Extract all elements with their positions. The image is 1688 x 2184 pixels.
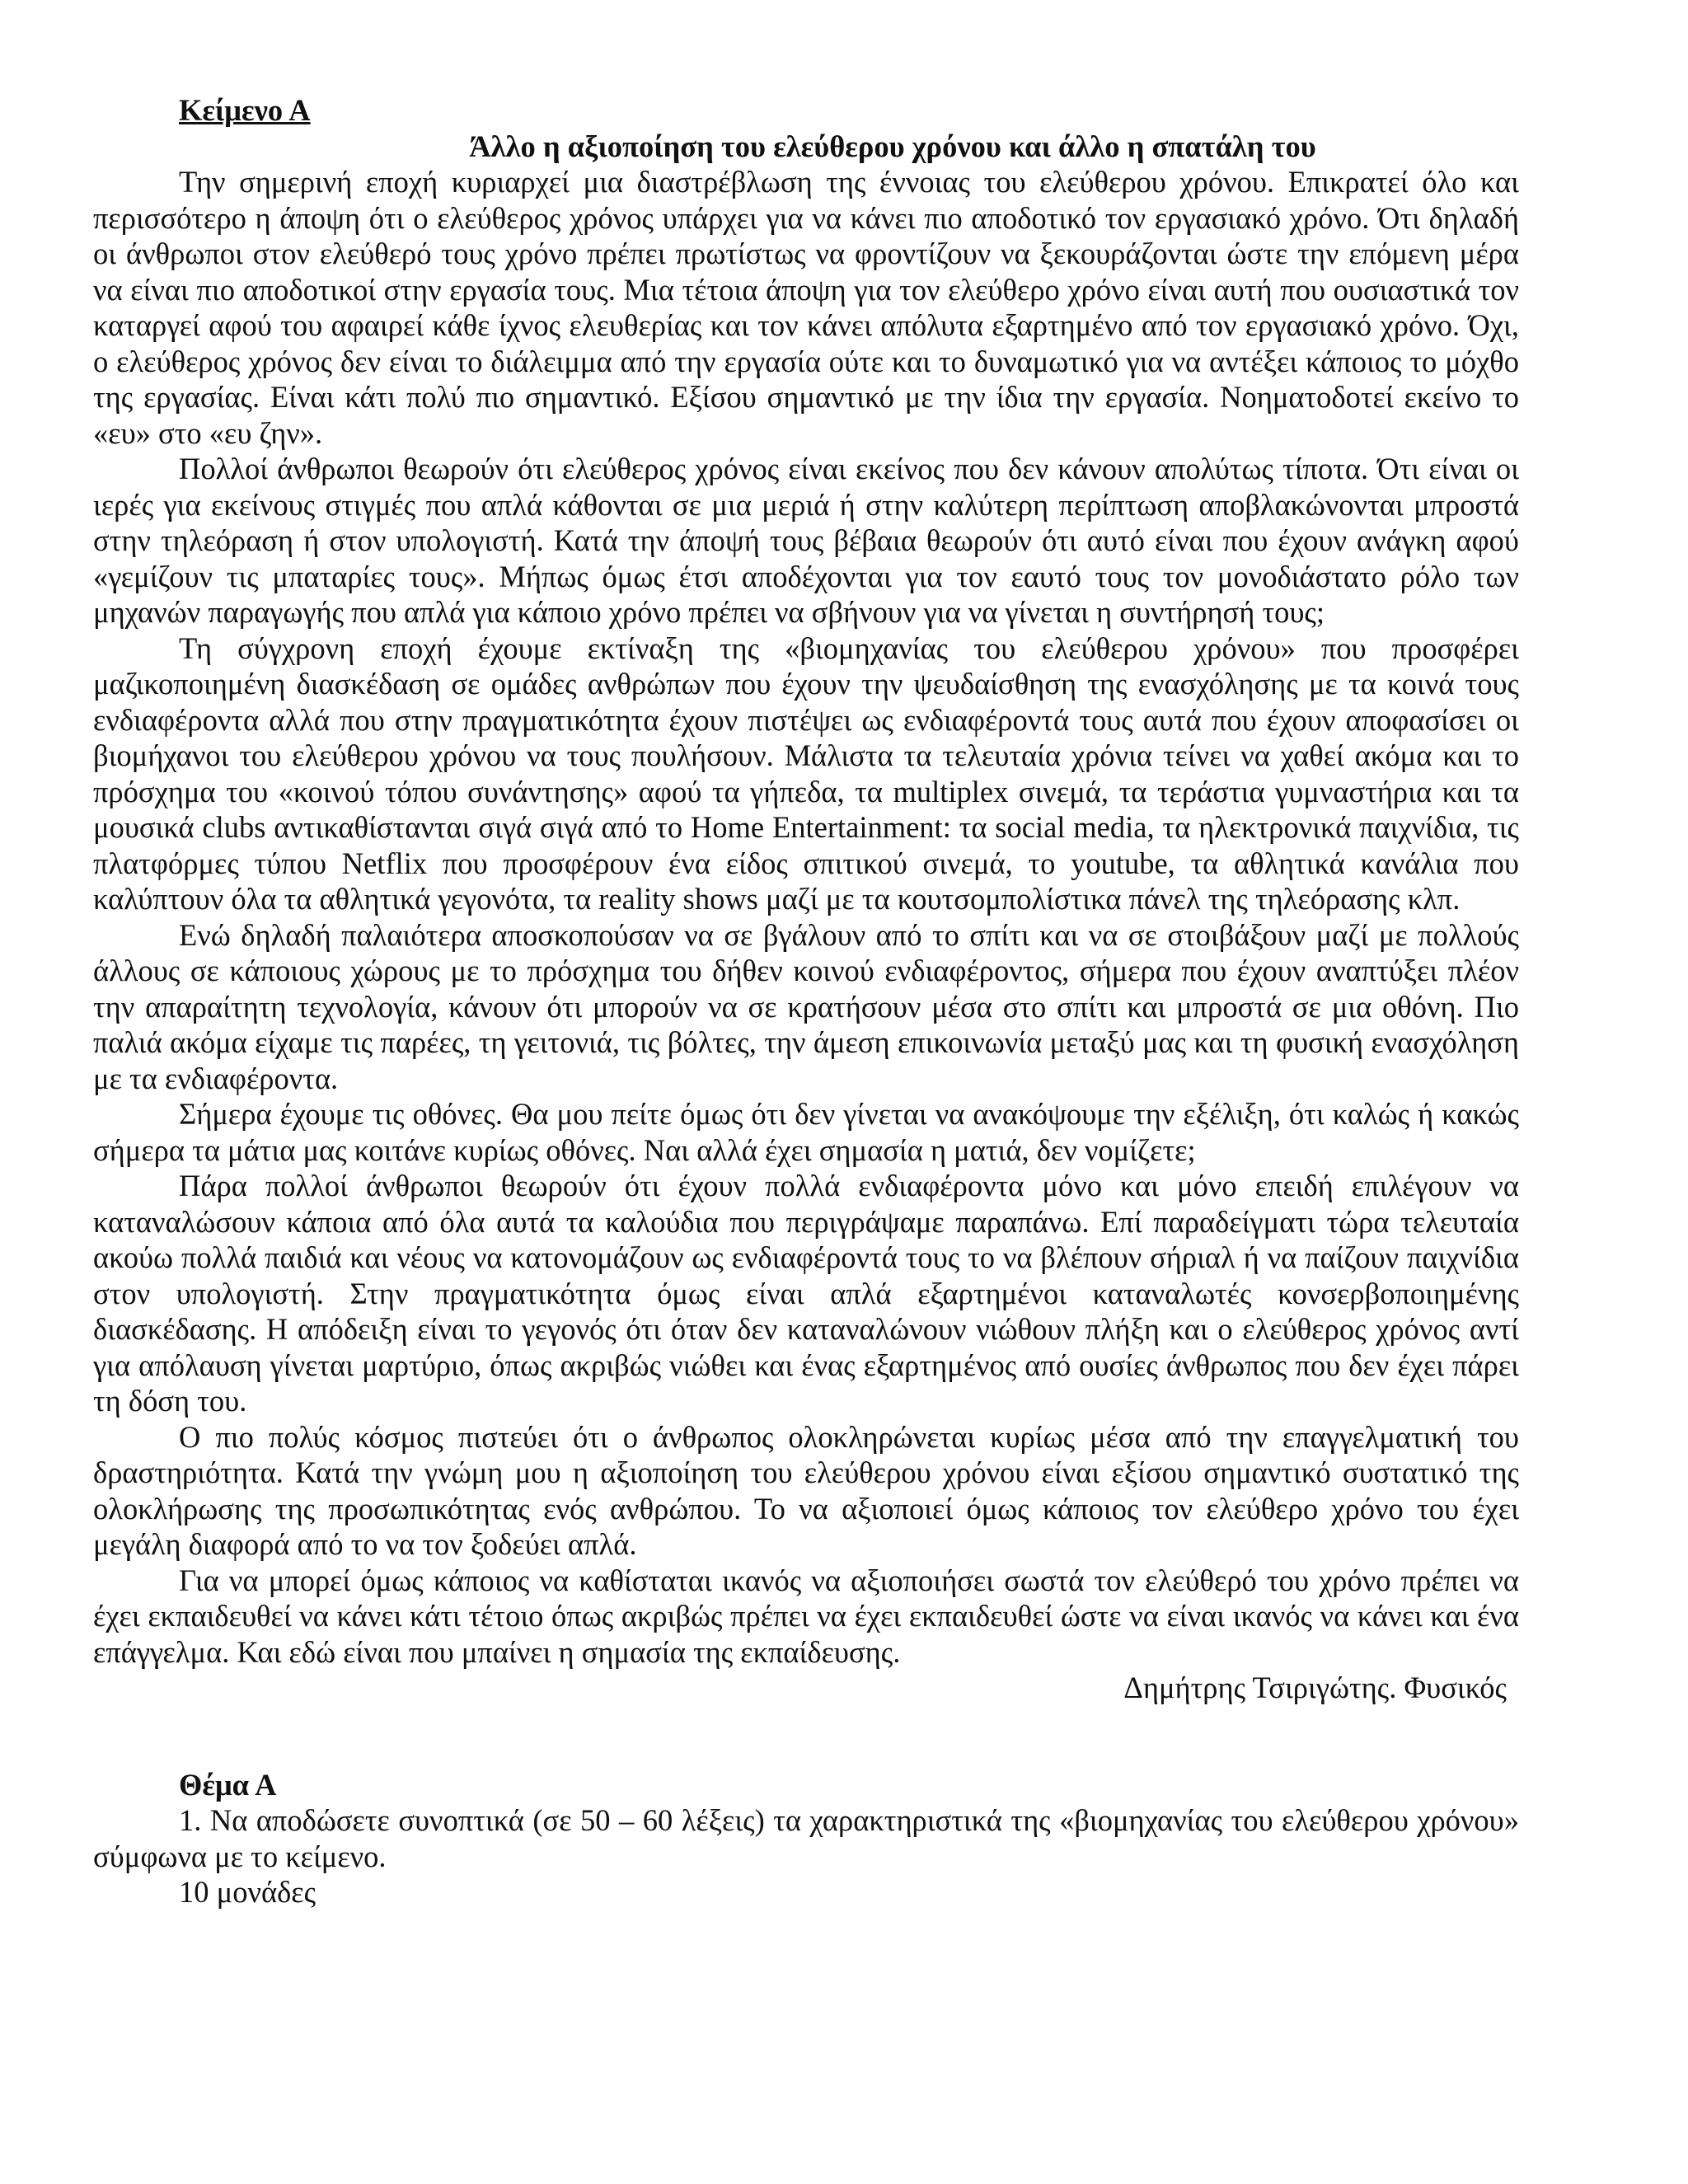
paragraph-7: Ο πιο πολύς κόσμος πιστεύει ότι ο άνθρωπος ολοκληρώνεται κυρίως μέσα από την επαγγελματική του δραστηριότητα. Κατά την γνώμη μου η αξιοποίηση του ελεύθερου χρόνου είναι εξίσου σημαντικό συστατικό της ολοκλήρωσης της προσωπικότητας ενός ανθρώπου. Το να αξιοποιεί όμως κάποιος τον ελεύθερο χρόνο του έχει μεγάλη διαφορά από το να τον ξοδεύει απλά. — [93, 1419, 1519, 1561]
author-signature: Δημήτρης Τσιριγώτης. Φυσικός — [1123, 1671, 1507, 1704]
paragraph-2: Πολλοί άνθρωποι θεωρούν ότι ελεύθερος χρόνος είναι εκείνος που δεν κάνουν απολύτως τίποτα. Ότι είναι οι ιερές για εκείνους στιγμές που απλά κάθονται σε μια μεριά ή στην καλύτερη περίπτωση αποβλακώνονται μπροστά στην τηλεόραση ή στον υπολογιστή. Κατά την άποψή τους βέβαια θεωρούν ότι αυτό είναι που έχουν ανάγκη αφού «γεμίζουν τις μπαταρίες τους». Μήπως όμως έτσι αποδέχονται για τον εαυτό τους τον μονοδιάστατο ρόλο των μηχανών παραγωγής που απλά για κάποιο χρόνο πρέπει να σβήνουν για να γίνεται η συντήρησή τους; — [93, 452, 1519, 629]
paragraph-6: Πάρα πολλοί άνθρωποι θεωρούν ότι έχουν πολλά ενδιαφέροντα μόνο και μόνο επειδή επιλέγουν να καταναλώσουν κάποια από όλα αυτά τα καλούδια που περιγράψαμε παραπάνω. Επί παραδείγματι τώρα τελευταία ακούω πολλά παιδιά και νέους να κατονομάζουν ως ενδιαφέροντά τους το να βλέπουν σήριαλ ή να παίζουν παιχνίδια στον υπολογιστή. Στην πραγματικότητα όμως είναι απλά εξαρτημένοι καταναλωτές κονσερβοποιημένης διασκέδασης. Η απόδειξη είναι το γεγονός ότι όταν δεν καταναλώνουν νιώθουν πλήξη και ο ελεύθερος χρόνος αντί για απόλαυση γίνεται μαρτύριο, όπως ακριβώς νιώθει και ένας εξαρτημένος από ουσίες άνθρωπος που δεν έχει πάρει τη δόση του. — [93, 1169, 1519, 1418]
exercise-question: 1. Να αποδώσετε συνοπτικά (σε 50 – 60 λέξεις) τα χαρακτηριστικά της «βιομηχανίας του ελεύθερου χρόνου» σύμφωνα με το κείμενο. — [93, 1803, 1519, 1873]
section-spacer — [93, 1706, 1519, 1767]
paragraph-3: Τη σύγχρονη εποχή έχουμε εκτίναξη της «βιομηχανίας του ελεύθερου χρόνου» που προσφέρει μαζικοποιημένη διασκέδαση σε ομάδες ανθρώπων που έχουν την ψευδαίσθηση της ενασχόλησης με τα κοινά τους ενδιαφέροντα αλλά που στην πραγματικότητα έχουν πιστέψει ως ενδιαφέροντά τους αυτά που έχουν αποφασίσει οι βιομήχανοι του ελεύθερου χρόνου να τους πουλήσουν. Μάλιστα τα τελευταία χρόνια τείνει να χαθεί ακόμα και το πρόσχημα του «κοινού τόπου συνάντησης» αφού τα γήπεδα, τα multiplex σινεμά, τα τεράστια γυμναστήρια και τα μουσικά clubs αντικαθίστανται σιγά σιγά από το Home Entertainment: τα social media, τα ηλεκτρονικά παιχνίδια, τις πλατφόρμες τύπου Netflix που προσφέρουν ένα είδος σπιτικού σινεμά, το youtube, τα αθλητικά κανάλια που καλύπτουν όλα τα αθλητικά γεγονότα, τα reality shows μαζί με τα κουτσομπολίστικα πάνελ της τηλεόρασης κλπ. — [93, 630, 1519, 916]
text-label: Κείμενο Α — [179, 93, 311, 127]
article-title: Άλλο η αξιοποίηση του ελεύθερου χρόνου και άλλο η σπατάλη του — [469, 129, 1316, 163]
paragraph-8: Για να μπορεί όμως κάποιος να καθίσταται ικανός να αξιοποιήσει σωστά τον ελεύθερό του χρόνο πρέπει να έχει εκπαιδευθεί να κάνει κάτι τέτοιο όπως ακριβώς πρέπει να έχει εκπαιδευθεί ώστε να είναι ικανός να κάνει και ένα επάγγελμα. Και εδώ είναι που μπαίνει η σημασία της εκπαίδευσης. — [93, 1563, 1519, 1669]
exercise-marks: 10 μονάδες — [179, 1875, 316, 1909]
document-page — [93, 92, 1519, 1910]
paragraph-1: Την σημερινή εποχή κυριαρχεί μια διαστρέβλωση της έννοιας του ελεύθερου χρόνου. Επικρατεί όλο και περισσότερο η άποψη ότι ο ελεύθερος χρόνος υπάρχει για να κάνει πιο αποδοτικό τον εργασιακό χρόνο. Ότι δηλαδή οι άνθρωποι στον ελεύθερό τους χρόνο πρέπει πρωτίστως να φροντίζουν να ξεκουράζονται ώστε την επόμενη μέρα να είναι πιο αποδοτικοί στην εργασία τους. Μια τέτοια άποψη για τον ελεύθερο χρόνο είναι αυτή που ουσιαστικά τον καταργεί αφού του αφαιρεί κάθε ίχνος ελευθερίας και τον κάνει απόλυτα εξαρτημένο από τον εργασιακό χρόνο. Όχι, ο ελεύθερος χρόνος δεν είναι το διάλειμμα από την εργασία ούτε και το δυναμωτικό για να αντέξει κάποιος το μόχθο της εργασίας. Είναι κάτι πολύ πιο σημαντικό. Εξίσου σημαντικό με την ίδια την εργασία. Νοηματοδοτεί εκείνο το «ευ» στο «ευ ζην». — [93, 165, 1519, 450]
exercise-title: Θέμα Α — [179, 1767, 277, 1802]
paragraph-4: Ενώ δηλαδή παλαιότερα αποσκοπούσαν να σε βγάλουν από το σπίτι και να σε στοιβάξουν μαζί με πολλούς άλλους σε κάποιους χώρους με το πρόσχημα του δήθεν κοινού ενδιαφέροντος, σήμερα που έχουν αναπτύξει πλέον την απαραίτητη τεχνολογία, κάνουν ότι μπορούν να σε κρατήσουν μέσα στο σπίτι και μπροστά σε μια οθόνη. Πιο παλιά ακόμα είχαμε τις παρέες, τη γειτονιά, τις βόλτες, την άμεση επικοινωνία μεταξύ μας και τη φυσική ενασχόληση με τα ενδιαφέροντα. — [93, 917, 1519, 1095]
paragraph-5: Σήμερα έχουμε τις οθόνες. Θα μου πείτε όμως ότι δεν γίνεται να ανακόψουμε την εξέλιξη, ότι καλώς ή κακώς σήμερα τα μάτια μας κοιτάνε κυρίως οθόνες. Ναι αλλά έχει σημασία η ματιά, δεν νομίζετε; — [93, 1097, 1519, 1167]
